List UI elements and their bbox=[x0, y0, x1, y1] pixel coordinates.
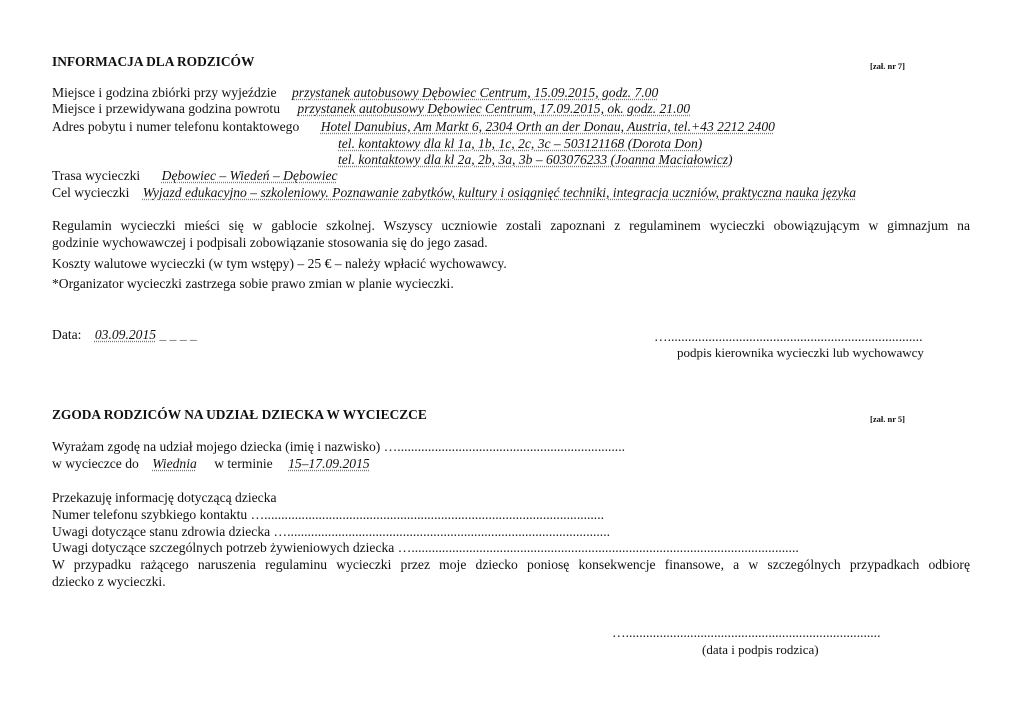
regulation-line-2: godzinie wychowawczej i podpisali zobowiązanie stosowania się do jego zasad. bbox=[52, 235, 488, 250]
parent-signature-caption: (data i podpis rodzica) bbox=[702, 642, 819, 657]
goal-value: Wyjazd edukacyjno – szkoleniowy. Poznawanie zabytków, kultury i osiągnięć techniki, integracja uczniów, praktyczna nauka języka bbox=[142, 185, 857, 200]
date-label: Data: bbox=[52, 327, 82, 342]
date-row bbox=[52, 327, 197, 343]
goal-row bbox=[52, 185, 856, 201]
trip-row bbox=[52, 456, 370, 472]
violation-line-1: W przypadku rażącego naruszenia regulaminu wycieczki przez moje dziecko poniosę konsekwencje finansowe, a w szczególnych przypadkach odbiorę bbox=[52, 557, 970, 572]
parent-signature-line: …........................................................................... bbox=[612, 625, 881, 640]
consent-title: ZGODA RODZICÓW NA UDZIAŁ DZIECKA W WYCIECZCE bbox=[52, 407, 427, 422]
contact-line-2: tel. kontaktowy dla kl 2a, 2b, 3a, 3b – 603076233 (Joanna Maciałowicz) bbox=[338, 152, 733, 167]
return-label: Miejsce i przewidywana godzina powrotu bbox=[52, 101, 281, 116]
consent-agree-text: Wyrażam zgodę na udział mojego dziecka (imię i nazwisko) …................................................................... bbox=[52, 439, 626, 454]
info-attachment-ref: [zał. nr 7] bbox=[870, 61, 906, 71]
term-label: w terminie bbox=[214, 456, 273, 471]
departure-value: przystanek autobusowy Dębowiec Centrum, 15.09.2015, godz. 7.00 bbox=[292, 85, 659, 100]
address-label: Adres pobytu i numer telefonu kontaktowego bbox=[52, 119, 300, 134]
date-value: 03.09.2015 bbox=[94, 327, 157, 342]
route-label: Trasa wycieczki bbox=[52, 168, 141, 183]
costs-text: Koszty walutowe wycieczki (w tym wstępy) – 25 € – należy wpłacić wychowawcy. bbox=[52, 256, 507, 271]
leader-signature-line: …........................................................................... bbox=[654, 329, 923, 344]
info-title: INFORMACJA DLA RODZICÓW bbox=[52, 54, 255, 69]
return-row bbox=[52, 101, 690, 117]
route-row bbox=[52, 168, 338, 184]
contact-line-1: tel. kontaktowy dla kl 1a, 1b, 1c, 2c, 3c – 503121168 (Dorota Don) bbox=[338, 136, 703, 151]
address-row bbox=[52, 119, 775, 135]
return-value: przystanek autobusowy Dębowiec Centrum, 17.09.2015, ok. godz. 21.00 bbox=[297, 101, 691, 116]
health-line: Uwagi dotyczące stanu zdrowia dziecka …............................................................................................... bbox=[52, 524, 610, 539]
child-info-intro: Przekazuję informację dotyczącą dziecka bbox=[52, 490, 277, 505]
departure-row bbox=[52, 85, 658, 101]
trip-label: w wycieczce do bbox=[52, 456, 139, 471]
departure-label: Miejsce i godzina zbiórki przy wyjeździe bbox=[52, 85, 277, 100]
phone-line: Numer telefonu szybkiego kontaktu ….................................................................................................... bbox=[52, 507, 605, 522]
regulation-line-1: Regulamin wycieczki mieści się w gablocie szkolnej. Wszyscy uczniowie zostali zapoznani z regulaminem wycieczki obowiązującym w gimnazjum na bbox=[52, 218, 970, 233]
date-underline: _ _ _ _ bbox=[159, 327, 197, 342]
term-value: 15–17.09.2015 bbox=[288, 456, 370, 471]
route-value: Dębowiec – Wiedeń – Dębowiec bbox=[161, 168, 338, 183]
goal-label: Cel wycieczki bbox=[52, 185, 130, 200]
organizer-note: *Organizator wycieczki zastrzega sobie prawo zmian w planie wycieczki. bbox=[52, 276, 454, 291]
violation-line-2: dziecko z wycieczki. bbox=[52, 574, 166, 589]
address-value: Hotel Danubius, Am Markt 6, 2304 Orth an der Donau, Austria, tel.+43 2212 2400 bbox=[320, 119, 775, 134]
trip-value: Wiednia bbox=[152, 456, 197, 471]
leader-signature-caption: podpis kierownika wycieczki lub wychowawcy bbox=[677, 345, 924, 360]
consent-attachment-ref: [zał. nr 5] bbox=[870, 414, 906, 424]
diet-line: Uwagi dotyczące szczególnych potrzeb żywieniowych dziecka ….................................................................................................................. bbox=[52, 540, 799, 555]
